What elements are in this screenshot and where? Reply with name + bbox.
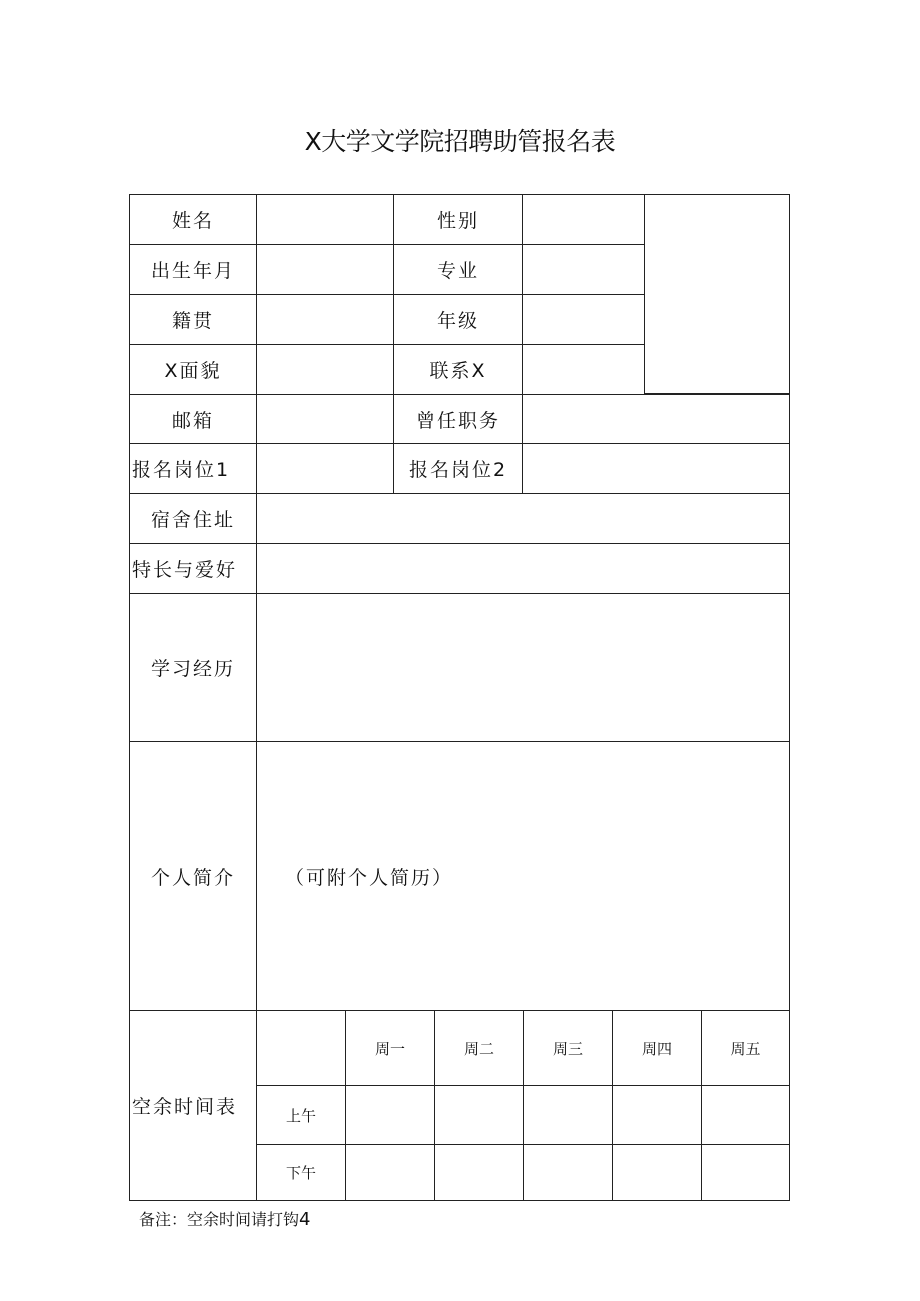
schedule-slot-fri-am[interactable]	[701, 1085, 790, 1145]
registration-form	[129, 194, 790, 1201]
intro-input[interactable]	[256, 741, 790, 1011]
form-title: X大学文学院招聘助管报名表	[304, 127, 616, 156]
footnote-text: 备注：空余时间请打钩	[139, 1210, 300, 1229]
photo-box	[644, 194, 790, 394]
name-input[interactable]	[256, 194, 394, 245]
gender-input[interactable]	[522, 194, 645, 245]
schedule-slot-fri-pm[interactable]	[701, 1144, 790, 1201]
label-position2: 报名岗位2	[393, 443, 523, 494]
dorm-input[interactable]	[256, 493, 790, 544]
schedule-period-am: 上午	[256, 1085, 346, 1145]
schedule-slot-thu-pm[interactable]	[612, 1144, 702, 1201]
schedule-slot-thu-am[interactable]	[612, 1085, 702, 1145]
footnote-mark: 4	[299, 1209, 311, 1230]
schedule-slot-wed-am[interactable]	[523, 1085, 613, 1145]
label-position1: 报名岗位1	[129, 443, 257, 494]
former-position-input[interactable]	[522, 394, 790, 444]
schedule-day-wed: 周三	[523, 1010, 613, 1086]
label-contact: 联系X	[393, 344, 523, 395]
label-dorm: 宿舍住址	[129, 493, 257, 544]
schedule-day-tue: 周二	[434, 1010, 524, 1086]
label-study: 学习经历	[129, 593, 257, 742]
schedule-corner	[256, 1010, 346, 1086]
footnote	[139, 1207, 310, 1230]
political-input[interactable]	[256, 344, 394, 395]
label-grade: 年级	[393, 294, 523, 345]
major-input[interactable]	[522, 244, 645, 295]
label-intro: 个人简介	[129, 741, 257, 1011]
position2-input[interactable]	[522, 443, 790, 494]
email-input[interactable]	[256, 394, 394, 444]
origin-input[interactable]	[256, 294, 394, 345]
label-name: 姓名	[129, 194, 257, 245]
label-free-time: 空余时间表	[129, 1010, 257, 1201]
schedule-slot-tue-pm[interactable]	[434, 1144, 524, 1201]
label-birth: 出生年月	[129, 244, 257, 295]
label-email: 邮箱	[129, 394, 257, 444]
schedule-slot-wed-pm[interactable]	[523, 1144, 613, 1201]
intro-hint: （可附个人简历）	[285, 866, 454, 889]
schedule-period-pm: 下午	[256, 1144, 346, 1201]
schedule-day-thu: 周四	[612, 1010, 702, 1086]
schedule-slot-mon-am[interactable]	[345, 1085, 435, 1145]
label-political: X面貌	[129, 344, 257, 395]
grade-input[interactable]	[522, 294, 645, 345]
label-hobbies: 特长与爱好	[129, 543, 257, 594]
schedule-day-fri: 周五	[701, 1010, 790, 1086]
contact-input[interactable]	[522, 344, 645, 395]
label-major: 专业	[393, 244, 523, 295]
schedule-day-mon: 周一	[345, 1010, 435, 1086]
position1-input[interactable]	[256, 443, 394, 494]
schedule-slot-tue-am[interactable]	[434, 1085, 524, 1145]
label-gender: 性别	[393, 194, 523, 245]
birth-input[interactable]	[256, 244, 394, 295]
label-origin: 籍贯	[129, 294, 257, 345]
label-former-position: 曾任职务	[393, 394, 523, 444]
schedule-slot-mon-pm[interactable]	[345, 1144, 435, 1201]
study-input[interactable]	[256, 593, 790, 742]
hobbies-input[interactable]	[256, 543, 790, 594]
